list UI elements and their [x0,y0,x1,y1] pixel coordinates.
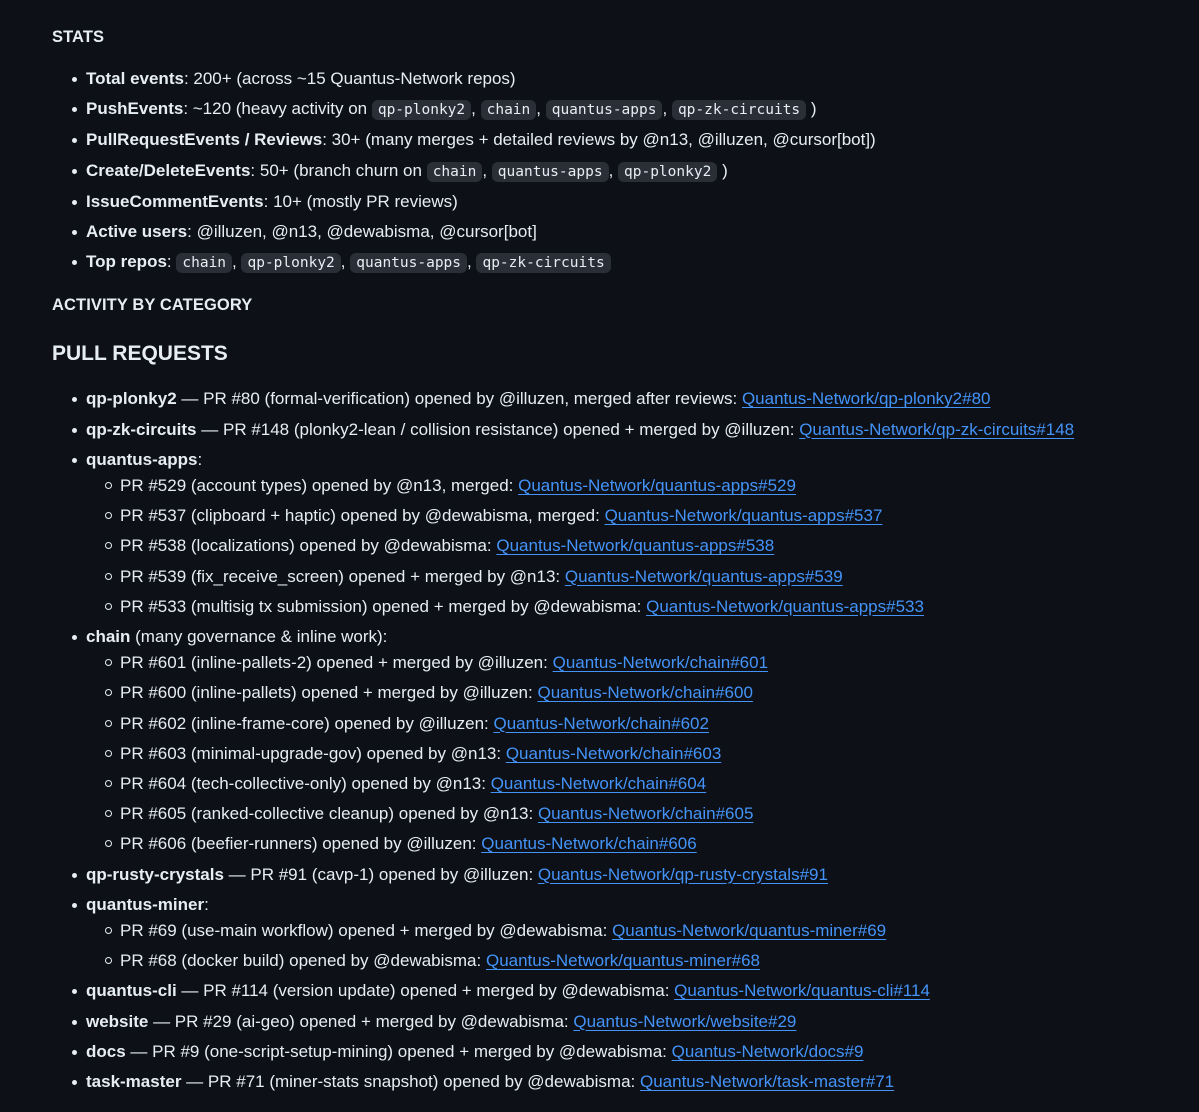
pr-link[interactable]: Quantus-Network/chain#605 [537,804,754,824]
pull-requests-list [52,384,1147,1097]
pr-link[interactable]: Quantus-Network/chain#600 [537,683,753,703]
stat-text: : 50+ (branch churn on [250,160,427,180]
list-item [52,1037,1147,1067]
stat-label: IssueCommentEvents [86,191,264,211]
inline-code: quantus-apps [492,162,609,182]
list-item [86,648,1147,678]
list-item [86,562,1147,592]
inline-code: chain [427,162,483,182]
pr-link[interactable]: Quantus-Network/chain#603 [505,743,722,763]
sub-list [86,916,1147,976]
repo-name: quantus-cli [86,981,177,1001]
pr-link[interactable]: Quantus-Network/quantus-apps#537 [604,506,883,526]
stats-heading: STATS [52,28,105,46]
pr-text: — PR #148 (plonky2-lean / collision resistance) opened + merged by @illuzen: [196,419,800,439]
separator: , [340,252,351,272]
repo-name: quantus-apps [86,449,198,469]
pr-link[interactable]: Quantus-Network/docs#9 [671,1041,864,1061]
repo-name: qp-plonky2 [86,389,177,409]
pr-link[interactable]: Quantus-Network/task-master#71 [639,1072,895,1092]
pr-text: — PR #114 (version update) opened + merged by @dewabisma: [176,981,675,1001]
pr-text: PR #538 (localizations) opened by @dewabisma: [120,536,497,556]
separator: , [232,252,242,272]
list-item [86,678,1147,708]
pr-text: — PR #91 (cavp-1) opened by @illuzen: [223,864,538,884]
stat-label: PushEvents [86,99,184,119]
pr-text: — PR #80 (formal-verification) opened by @illuzen, merged after reviews: [176,389,742,409]
pr-text: PR #69 (use-main workflow) opened + merged by @dewabisma: [120,921,613,941]
pr-link[interactable]: Quantus-Network/qp-rusty-crystals#91 [537,864,828,884]
pr-link[interactable]: Quantus-Network/qp-plonky2#80 [741,389,991,409]
pr-link[interactable]: Quantus-Network/quantus-miner#69 [612,921,887,941]
pr-text: — PR #29 (ai-geo) opened + merged by @dewabisma: [148,1011,574,1031]
stats-list [52,64,1147,278]
pr-link[interactable]: Quantus-Network/quantus-apps#529 [518,476,796,496]
inline-code: qp-plonky2 [618,162,717,182]
list-item [52,64,1147,94]
pr-text: PR #529 (account types) opened by @n13, merged: [120,476,519,496]
pr-text: PR #539 (fix_receive_screen) opened + merged by @n13: [120,566,565,586]
inline-code: chain [176,253,232,273]
stat-text: : 30+ (many merges + detailed reviews by @n13, @illuzen, @cursor[bot]) [322,130,876,150]
pr-text: PR #603 (minimal-upgrade-gov) opened by @n13: [120,743,506,763]
repo-suffix: : [204,894,209,914]
list-item [52,1007,1147,1037]
pr-text: — PR #71 (miner-stats snapshot) opened by @dewabisma: [181,1072,640,1092]
inline-code: chain [481,100,537,120]
pr-link[interactable]: Quantus-Network/quantus-cli#114 [674,981,930,1001]
pr-text: PR #602 (inline-frame-core) opened by @illuzen: [120,713,494,733]
list-item [86,531,1147,561]
repo-suffix: : [197,449,203,469]
inline-code: qp-plonky2 [241,253,340,273]
list-item [52,415,1147,445]
stat-text: : ~120 (heavy activity on [183,99,372,119]
repo-name: website [86,1011,149,1031]
repo-suffix: (many governance & inline work): [130,627,388,647]
list-item [52,156,1147,187]
pr-link[interactable]: Quantus-Network/quantus-apps#533 [646,596,924,616]
pr-link[interactable]: Quantus-Network/chain#601 [552,653,769,673]
stat-text: : 200+ (across ~15 Quantus-Network repos) [183,69,516,88]
list-item [86,946,1147,976]
list-item [52,622,1147,860]
stat-text: : [166,252,177,272]
repo-name: quantus-miner [86,894,205,914]
list-item [86,709,1147,739]
stat-label: Top repos [86,252,167,272]
pr-text: PR #605 (ranked-collective cleanup) opened by @n13: [120,804,538,824]
pr-link[interactable]: Quantus-Network/chain#602 [493,713,709,733]
separator: , [467,252,477,272]
pr-link[interactable]: Quantus-Network/qp-zk-circuits#148 [799,419,1075,439]
pr-text: PR #533 (multisig tx submission) opened + merged by @dewabisma: [120,596,647,616]
separator: , [482,160,492,180]
list-item [86,799,1147,829]
list-item [52,384,1147,414]
inline-code: qp-zk-circuits [476,253,610,273]
stat-text: ) [722,160,728,180]
sub-list [86,648,1147,859]
inline-code: quantus-apps [350,253,467,273]
pr-text: PR #601 (inline-pallets-2) opened + merged by @illuzen: [120,653,553,673]
stat-label: Active users [86,222,188,242]
stat-text: : @illuzen, @n13, @dewabisma, @cursor[bot] [187,222,537,242]
list-item [86,916,1147,946]
stat-label: Create/DeleteEvents [86,160,251,180]
repo-name: chain [86,627,131,647]
list-item [52,187,1147,217]
inline-code: quantus-apps [546,100,663,120]
list-item [52,1067,1147,1097]
list-item [52,860,1147,890]
inline-code: qp-zk-circuits [672,100,806,120]
list-item [86,501,1147,531]
pr-link[interactable]: Quantus-Network/chain#604 [490,774,707,794]
stat-label: PullRequestEvents / Reviews [86,130,323,150]
list-item [52,890,1147,977]
separator: , [536,99,546,119]
list-item [86,769,1147,799]
activity-heading: ACTIVITY BY CATEGORY [52,296,253,315]
stat-text: : 10+ (mostly PR reviews) [263,191,458,211]
pr-text: PR #604 (tech-collective-only) opened by @n13: [120,774,491,794]
repo-name: task-master [86,1072,182,1092]
list-item [52,217,1147,247]
sub-list [86,471,1147,622]
separator: , [471,99,481,119]
pr-link[interactable]: Quantus-Network/quantus-apps#538 [496,536,775,556]
pr-text: — PR #9 (one-script-setup-mining) opened + merged by @dewabisma: [125,1041,672,1061]
stat-text: ) [810,99,817,119]
list-item [86,739,1147,769]
repo-name: docs [86,1041,126,1061]
list-item [52,976,1147,1006]
inline-code: qp-plonky2 [372,100,471,120]
repo-name: qp-rusty-crystals [86,864,224,884]
pr-text: PR #600 (inline-pallets) opened + merged by @illuzen: [120,683,538,703]
pr-link[interactable]: Quantus-Network/website#29 [573,1011,797,1031]
list-item [52,247,1147,278]
list-item [86,471,1147,501]
separator: , [608,160,619,180]
list-item [52,125,1147,155]
stat-label: Total events [86,69,184,88]
pr-text: PR #537 (clipboard + haptic) opened by @dewabisma, merged: [120,506,605,526]
separator: , [662,99,672,119]
pr-link[interactable]: Quantus-Network/quantus-miner#68 [485,951,760,971]
list-item [52,445,1147,622]
pull-requests-heading: PULL REQUESTS [52,342,228,366]
list-item [86,829,1147,859]
repo-name: qp-zk-circuits [86,419,197,439]
pr-link[interactable]: Quantus-Network/quantus-apps#539 [564,566,843,586]
pr-text: PR #606 (beefier-runners) opened by @illuzen: [120,834,482,854]
list-item [86,592,1147,622]
pr-text: PR #68 (docker build) opened by @dewabisma: [120,951,486,971]
list-item [52,94,1147,125]
pr-link[interactable]: Quantus-Network/chain#606 [481,834,697,854]
